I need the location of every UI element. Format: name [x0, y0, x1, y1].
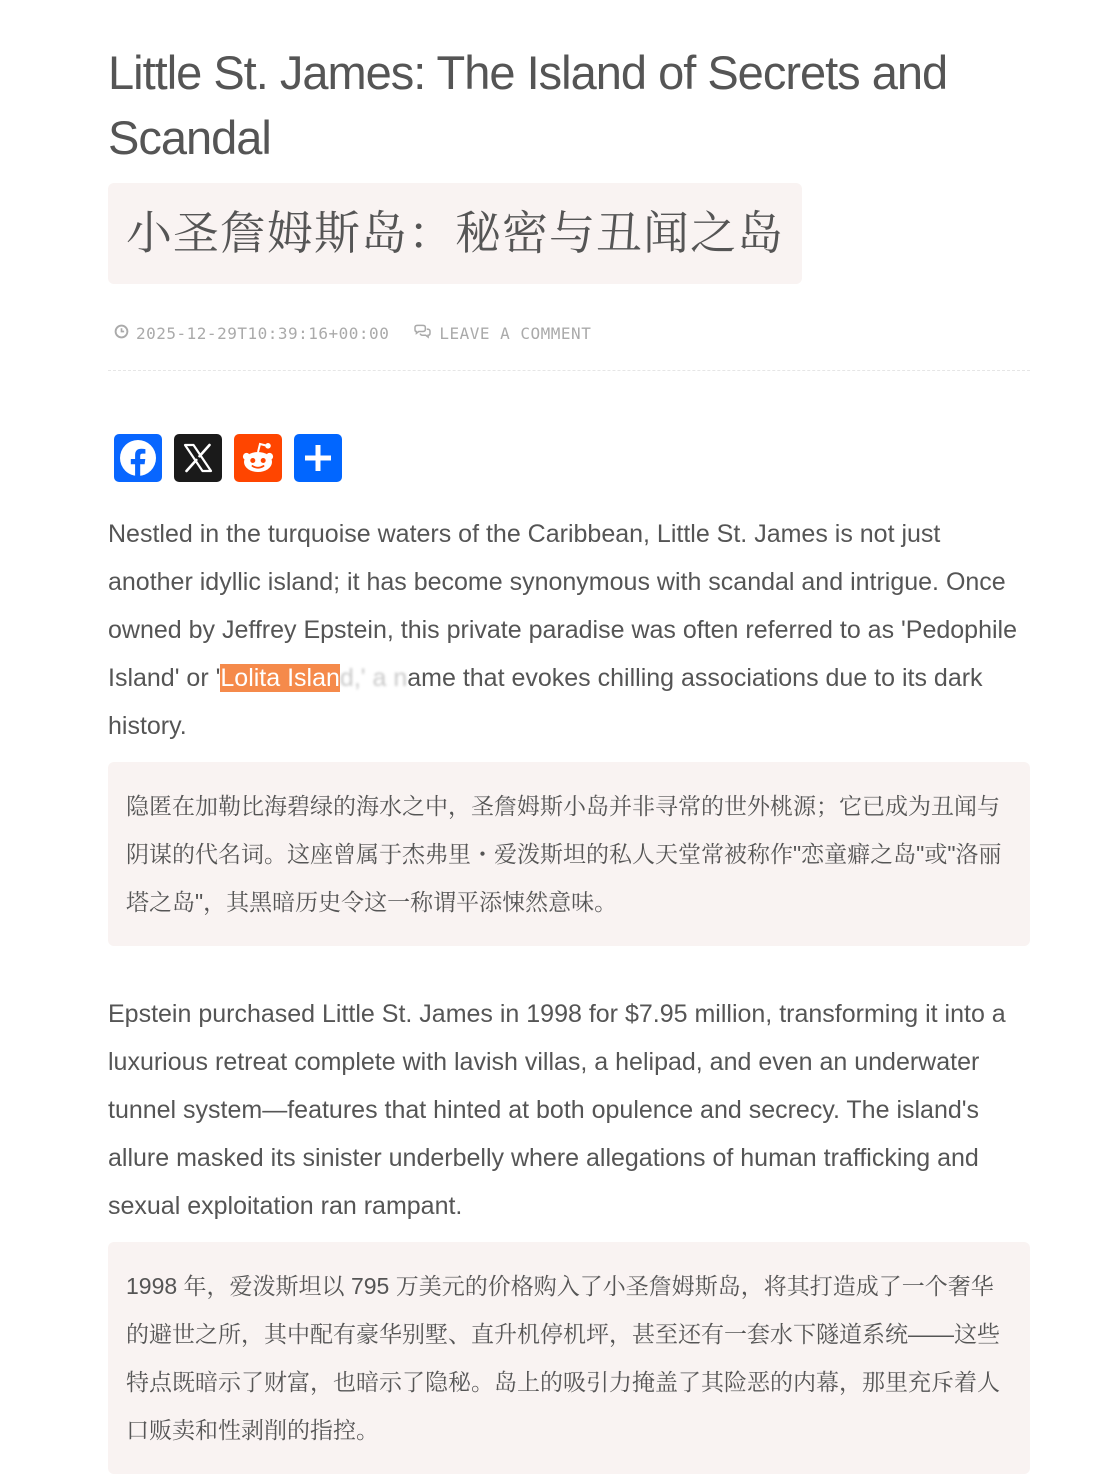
article-title-translation: 小圣詹姆斯岛：秘密与丑闻之岛: [108, 183, 802, 284]
obscured-text: d,' a n: [339, 664, 408, 692]
paragraph-1-text-end: ame that evokes chilling associations due to its dark history.: [108, 664, 983, 740]
post-date-text: 2025-12-29T10:39:16+00:00: [136, 324, 390, 343]
reddit-share-button[interactable]: [234, 434, 282, 482]
share-buttons: [114, 434, 354, 482]
paragraph-2: Epstein purchased Little St. James in 1998 for $7.95 million, transforming it into a luxurious retreat complete with lavish villas, a helipad, and even an underwater tunnel system—features that hinted at both opulence and secrecy. The island's allure masked its sinister underbelly where allegations of human trafficking and sexual exploitation ran rampant.: [108, 1000, 1006, 1220]
share-plus-icon: [302, 442, 334, 474]
leave-comment-link[interactable]: [413, 324, 591, 343]
facebook-share-button[interactable]: [114, 434, 162, 482]
post-date[interactable]: [114, 324, 389, 343]
paragraph-2-translation: 1998 年，爱泼斯坦以 795 万美元的价格购入了小圣詹姆斯岛，将其打造成了一个奢华的避世之所，其中配有豪华别墅、直升机停机坪，甚至还有一套水下隧道系统——这些特点既暗示了财富，也暗示了隐秘。岛上的吸引力掩盖了其险恶的内幕，那里充斥着人口贩卖和性剥削的指控。: [108, 1242, 1030, 1474]
paragraph-1-text-start: Nestled in the turquoise waters of the Caribbean, Little St. James is not just another idyllic island; it has become synonymous with scandal and intrigue. Once owned by Jeffrey Epstein, this private paradise was often referred to as 'Pedophile Island' or ': [108, 520, 1017, 692]
paragraph-1: [108, 510, 1030, 750]
comments-icon: [413, 324, 432, 343]
highlighted-text[interactable]: Lolita Islan: [220, 664, 340, 692]
x-share-button[interactable]: [174, 434, 222, 482]
post-meta: [114, 324, 591, 343]
x-icon: [181, 441, 215, 475]
article-title: Little St. James: The Island of Secrets and Scandal: [108, 46, 948, 164]
meta-divider: [108, 370, 1030, 371]
generic-share-button[interactable]: [294, 434, 342, 482]
clock-icon: [114, 324, 129, 343]
paragraph-1-translation: 隐匿在加勒比海碧绿的海水之中，圣詹姆斯小岛并非寻常的世外桃源；它已成为丑闻与阴谋的代名词。这座曾属于杰弗里・爱泼斯坦的私人天堂常被称作"恋童癖之岛"或"洛丽塔之岛"，其黑暗历史令这一称谓平添悚然意味。: [108, 762, 1030, 946]
facebook-icon: [118, 438, 158, 478]
reddit-icon: [237, 437, 279, 479]
leave-comment-text: LEAVE A COMMENT: [439, 324, 592, 343]
